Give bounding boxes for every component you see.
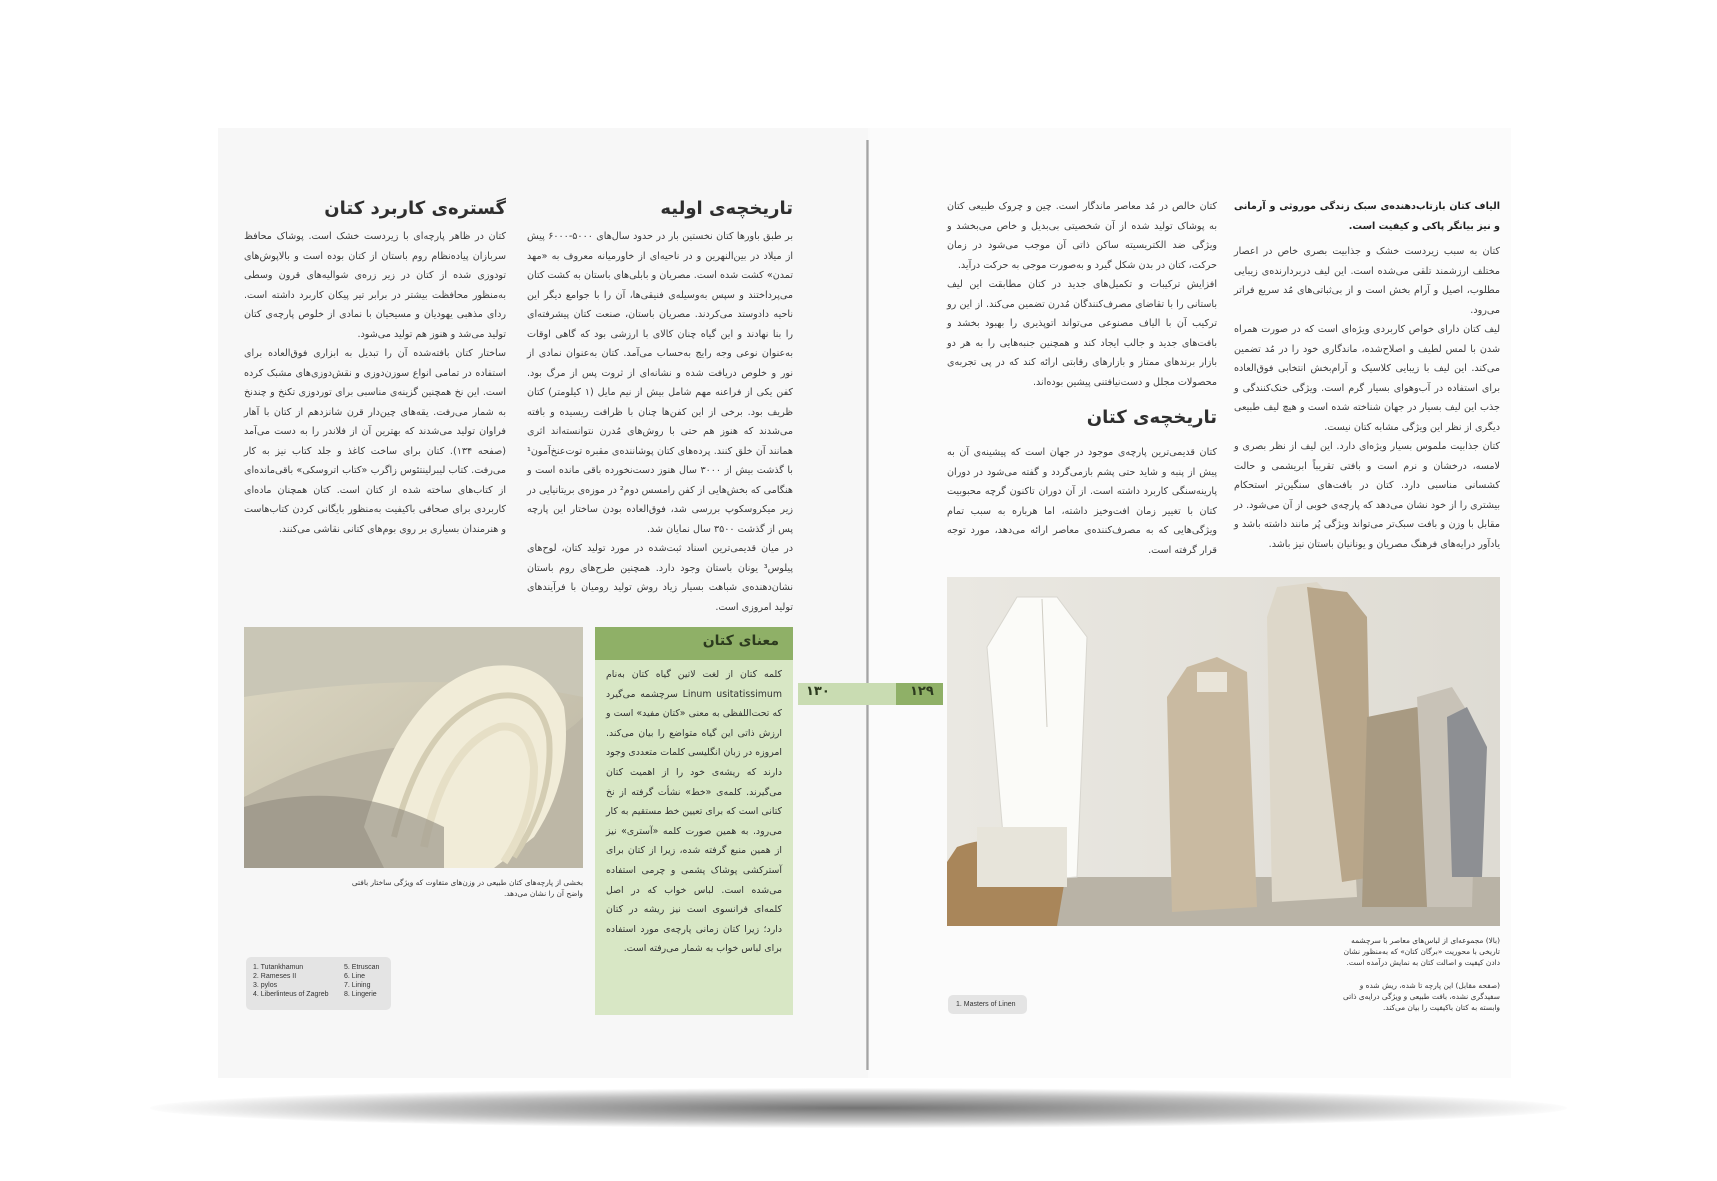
footnote-box-left (246, 957, 391, 1010)
photo-caption-top: (بالا) مجموعه‌ای از لباس‌های معاصر با سرچشمه تاریخی با محوریت «برگان کتان» که به‌منظور نشان دادن کیفیت و اصالت کتان به نمایش درآمده است. (1343, 936, 1500, 967)
footnote: 2. Rameses II (253, 973, 297, 980)
section-heading-usage: گستره‌ی کاربرد کتان (324, 198, 506, 219)
paragraph: در میان قدیمی‌ترین اسناد ثبت‌شده در مورد تولید کتان، لوح‌های پیلوس³ یونان باستان وجود دارد. همچنین طرح‌های روم باستان نشان‌دهنده‌ی شباهت بسیار زیاد روش تولید رومیان با فرآیندهای تولید امروزی است. (527, 543, 793, 613)
footnote: 3. pylos (253, 982, 278, 989)
linen-meaning-text: کلمه کتان از لغت لاتین گیاه کتان به‌نام Linum usitatissimum سرچشمه می‌گیرد که تحت‌اللفظی به معنی «کتان مفید» است و ارزش ذاتی این گیاه متواضع را بیان می‌کند. امروزه در زبان انگلیسی کلمات متعددی وجود دارند که ریشه‌ی خود را از اهمیت کتان می‌گیرند. کلمه‌ی «خط» نشأت گرفته از نخ کتانی است که برای تعیین خط مستقیم به کار می‌رود. به همین صورت کلمه «آستری» نیز از همین منبع گرفته شده، زیرا از کتان برای آسترکشی پوشاک پشمی و چرمی استفاده می‌شده است. لباس خواب که در اصل کلمه‌ای فرانسوی است نیز ریشه در کتان دارد؛ زیرا کتان زمانی پارچه‌ی مورد استفاده برای لباس خواب به شمار می‌رفته است. (606, 669, 782, 955)
paragraph: افزایش ترکیبات و تکمیل‌های جدید در کتان مطابقت این لیف باستانی را با تقاضای مصرف‌کنندگان مُدرن تضمین می‌کند. از این رو ترکیب آن با الیاف مصنوعی می‌تواند اتوپذیری را بهبود بخشد و بافت‌های جدید و جالب ایجاد کند و همچنین جنبه‌هایی را به هر دو بازار برندهای ممتاز و بازارهای رقابتی ارائه کند که در پی تجربه‌ی محصولات مجلل و دست‌نیافتنی پیشین بوده‌اند. (947, 279, 1217, 388)
footnote-box-right (948, 995, 1027, 1014)
footnote: 1. Masters of Linen (956, 1001, 1016, 1008)
intro-lead: الیاف کتان بازتاب‌دهنده‌ی سبک زندگی موروثی و آرمانی و نیز بیانگر پاکی و کیفیت است. (1234, 201, 1500, 232)
fabric-photo-caption: بخشی از پارچه‌های کتان طبیعی در وزن‌های متفاوت که ویژگی ساختار بافتی واضح آن را نشان می‌دهد. (351, 878, 583, 898)
footnote: 6. Line (344, 973, 366, 980)
footnote: 5. Etruscan (344, 964, 380, 971)
right-page-column-1 (1234, 197, 1500, 554)
paragraph: بر طبق باورها کتان نخستین بار در حدود سال‌های ۵۰۰۰-۶۰۰۰ پیش از میلاد در بین‌النهرین و در ناحیه‌ای از خاورمیانه معروف به «مهد تمدن» کشت شده است. مصریان و بابلی‌های باستان به کشت کتان می‌پرداختند و سپس به‌وسیله‌ی فنیقی‌ها، آن را با جوامع دیگر این ناحیه دادوستد می‌کردند. مصریان باستان، صنعت کتان پیشرفته‌ای را بنا نهادند و این گیاه چنان کالای با ارزشی بود که گاهی اوقات به‌عنوان نوعی وجه رایج به‌حساب می‌آمد. کتان به‌عنوان نمادی از نور و خلوص دریافت شده و نشانه‌ای از ثروت پس از مرگ بود. کفن یکی از فراعنه مهم شامل بیش از نیم مایل (۱ کیلومتر) کتان ظریف بود. برخی از این کفن‌ها چنان با ظرافت ریسیده و بافته می‌شدند که هنوز هم حتی با روش‌های مُدرن نتوانسته‌اند اثری همانند آن خلق کنند. پرده‌های کتان پوشاننده‌ی مقبره توت‌عنخ‌آمون¹ با گذشت بیش از ۳۰۰۰ سال هنوز دست‌نخورده باقی مانده است و هنگامی که بخش‌هایی از کفن رامسس دوم² در موزه‌ی بریتانیایی در زیر میکروسکوپ بررسی شد، فوق‌العاده بودن ساختار این پارچه پس از گذشت ۳۵۰۰ سال نمایان شد. (527, 231, 793, 535)
right-page-column-2-lower (947, 443, 1217, 560)
photo-caption-opposite: (صفحه مقابل) این پارچه تا شده، ریش شده و سفیدگری نشده، بافت طبیعی و ویژگی درایه‌ی ذاتی وابسته به کتان باکیفیت را بیان می‌کند. (1342, 981, 1500, 1012)
paragraph: کتان قدیمی‌ترین پارچه‌ی موجود در جهان است که پیشینه‌ی آن به پیش از پنبه و شاید حتی پشم بازمی‌گردد و گفته می‌شود در دوران پارینه‌سنگی کاربرد داشته است. از آن دوران تاکنون گرچه محبوبیت کتان با تغییر زمان افت‌وخیز داشته، اما هرباره به سبب تمام ویژگی‌هایی که به مصرف‌کننده‌ی معاصر ارائه می‌دهد، مورد توجه قرار گرفته است. (947, 447, 1217, 556)
section-heading-early-history: تاریخچه‌ی اولیه (660, 198, 793, 219)
page-number-right: ۱۲۹ (910, 684, 934, 699)
linen-meaning-title: معنای کتان (702, 633, 779, 649)
linen-fabric-photo (244, 627, 583, 868)
section-heading-linen-history: تاریخچه‌ی کتان (1086, 407, 1217, 428)
left-page-column-history (527, 227, 793, 617)
right-page-column-2 (947, 197, 1217, 392)
paragraph: لیف کتان دارای خواص کاربردی ویژه‌ای است که در صورت همراه شدن با لمس لطیف و اصلاح‌شده، ماندگاری خود را در مُد تضمین می‌کند. این لیف با زیبایی کلاسیک و آرام‌بخش انتخابی فوق‌العاده برای استفاده در آب‌وهوای بسیار گرم است. ویژگی خنک‌کنندگی و جذب این لیف بسیار در جهان شناخته شده است و هیچ لیف طبیعی دیگری از نظر این ویژگی مشابه کتان نیست. (1234, 324, 1500, 433)
footnote: 7. Lining (344, 982, 371, 989)
left-page-column-usage (244, 227, 506, 539)
paragraph: کتان در ظاهر پارچه‌ای با زیردست خشک است. پوشاک محافظ سربازان پیاده‌نظام روم باستان از کتان بوده است و بالاپوش‌های تودوزی شده از کتان در زیر زره‌ی شوالیه‌های قرون وسطی به‌منظور محافظت بیشتر در برابر تیر پیکان کاربرد داشته است. ردای مذهبی یهودیان و مسیحیان با نمادی از خلوص پارچه‌ی کتان تولید می‌شد و هنوز هم تولید می‌شود. (244, 231, 506, 340)
footnote: 4. Liberlinteus of Zagreb (253, 991, 329, 998)
footnote: 8. Lingerie (344, 991, 377, 998)
paragraph: کتان به سبب زیردست خشک و جذابیت بصری خاص در اعصار مختلف ارزشمند تلقی می‌شده است. این لیف دربردارنده‌ی زیبایی مطلوب، اصیل و آرام بخش است و از بی‌ثباتی‌های مُد سریع فراتر می‌رود. (1234, 246, 1500, 316)
garments-photo (947, 577, 1500, 926)
paragraph: کتان خالص در مُد معاصر ماندگار است. چین و چروک طبیعی کتان به پوشاک تولید شده از آن شخصیتی بی‌بدیل و خاص می‌بخشد و ویژگی ضد الکتریسیته ساکن ذاتی آن موجب می‌شود در زمان حرکت، کتان در بدن شکل گیرد و به‌صورت موجی به حرکت درآید. (947, 201, 1217, 271)
page-gutter (866, 140, 869, 1070)
footnote: 1. Tutankhamun (253, 964, 304, 971)
paragraph: ساختار کتان بافته‌شده آن را تبدیل به ابزاری فوق‌العاده برای استفاده در تمامی انواع سوزن‌دوزی و نقش‌دوزی‌های مشبک کرده است. این نخ همچنین گزینه‌ی مناسبی برای توردوزی تکنخ و چندنخ به شمار می‌رفت. یقه‌های چین‌دار قرن شانزدهم از کتان با آهار فراوان تولید می‌شدند که بهترین آن از فلاندر را به دست می‌آمد (صفحه ۱۳۴). کتان برای ساخت کاغذ و جلد کتاب نیز به کار می‌رفت. کتاب لیبرلینتئوس زاگرب «کتاب اتروسکی» باقی‌مانده‌ای از کتاب‌های ساخته شده از کتان است. کتان همچنان ماده‌ای کاربردی برای صحافی باکیفیت به‌منظور بایگانی کردن کتاب‌هاست و هنرمندان بسیاری بر روی بوم‌های کتانی نقاشی می‌کنند. (244, 348, 506, 535)
book-shadow (150, 1088, 1567, 1128)
paragraph: کتان جذابیت ملموس بسیار ویژه‌ای دارد. این لیف از نظر بصری و لامسه، درخشان و نرم است و بافتی تقریباً ابریشمی و حالت کشسانی مناسبی دارد. کتان در بافت‌های سنگین‌تر استحکام بیشتری را از خود نشان می‌دهد که پارچه‌ی خوبی از آن می‌شود. در مقابل با وزن و بافت سبک‌تر می‌تواند ویژگی پُر مانند داشته باشد و یادآور درایه‌های فرهنگ مصریان و یونانیان باستان نیز باشد. (1234, 441, 1500, 550)
page-number-left: ۱۳۰ (806, 684, 830, 699)
